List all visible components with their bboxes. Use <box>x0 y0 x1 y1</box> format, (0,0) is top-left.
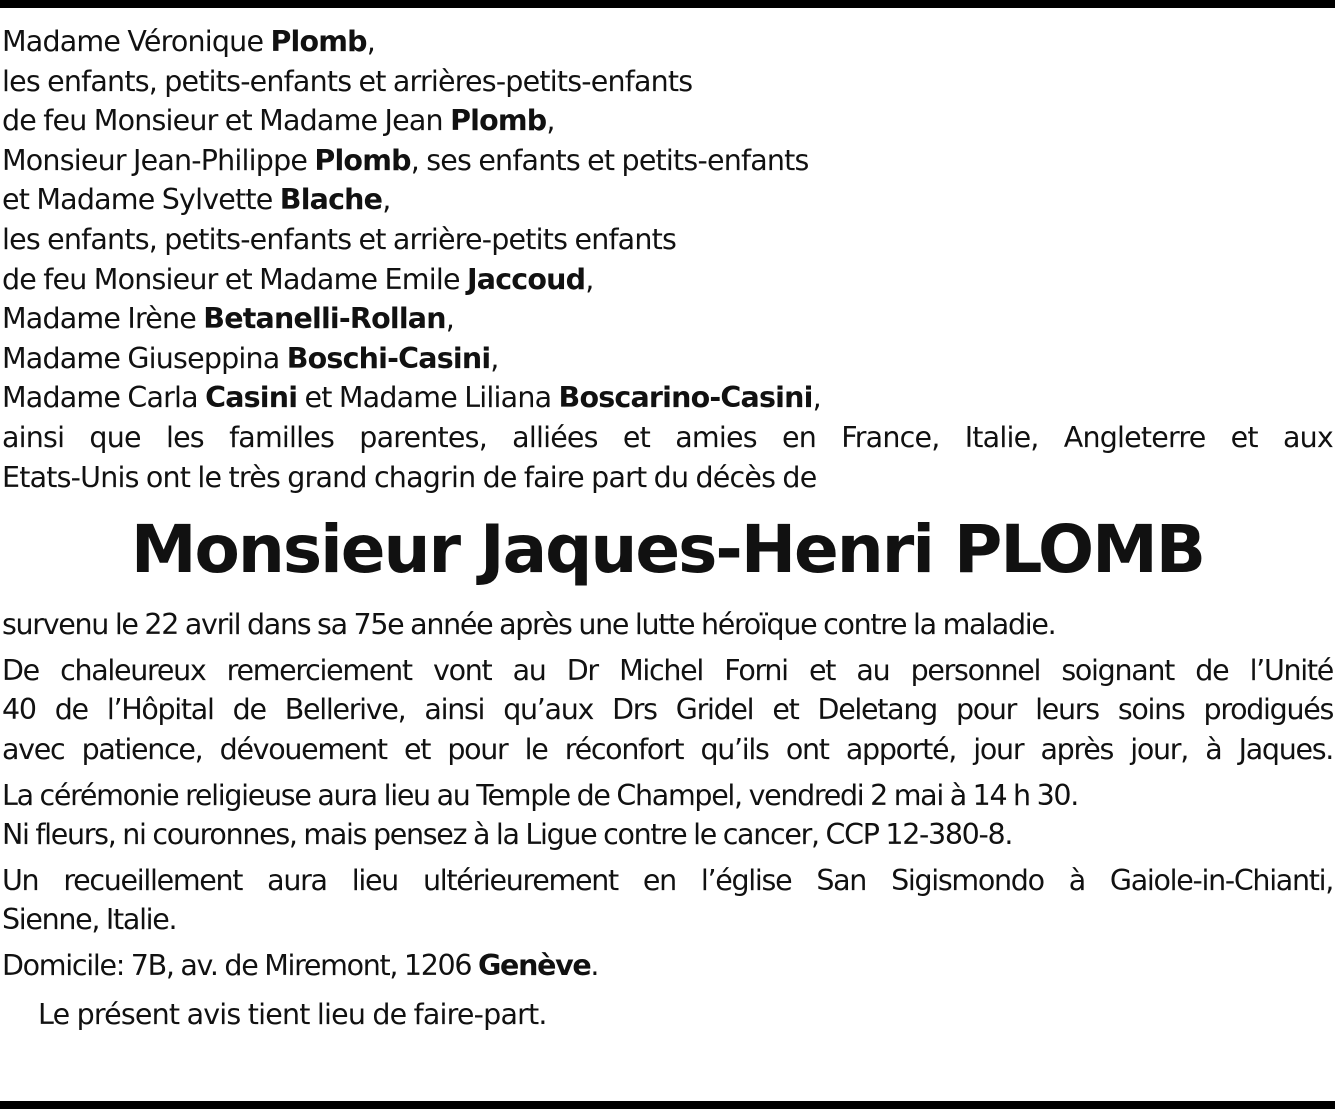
ceremony-line: La cérémonie religieuse aura lieu au Temple de Champel, vendredi 2 mai à 14 h 30. <box>2 778 1079 812</box>
family-line: les enfants, petits-enfants et arrières-petits-enfants <box>2 64 693 98</box>
family-line: Madame Irène Betanelli-Rollan, <box>2 302 454 336</box>
family-line: les enfants, petits-enfants et arrière-petits enfants <box>2 222 677 256</box>
death-notice <box>2 605 1333 645</box>
family-line: Madame Carla Casini et Madame Liliana Boscarino-Casini, <box>2 381 821 415</box>
bottom-rule <box>0 1101 1335 1109</box>
deceased-name: Monsieur Jaques-Henri PLOMB <box>130 511 1205 589</box>
ceremony-paragraph <box>2 776 1333 855</box>
recueillement-line: Sienne, Italie. <box>2 903 177 937</box>
family-line: et Madame Sylvette Blache, <box>2 183 391 217</box>
family-list <box>2 22 1333 497</box>
obituary-notice <box>2 22 1333 1035</box>
ceremony-line: Ni fleurs, ni couronnes, mais pensez à la Ligue contre le cancer, CCP 12-380-8. <box>2 818 1013 852</box>
closing-note: Le présent avis tient lieu de faire-part. <box>38 998 547 1032</box>
thanks-line: De chaleureux remerciement vont au Dr Michel Forni et au personnel soignant de l’Unité <box>2 653 1333 687</box>
recueillement-line: Un recueillement aura lieu ultérieurement en l’église San Sigismondo à Gaiole-in-Chianti, <box>2 863 1333 897</box>
family-line: Madame Véronique Plomb, <box>2 25 376 58</box>
thanks-paragraph <box>2 651 1333 770</box>
top-rule <box>0 0 1335 8</box>
family-line: Monsieur Jean-Philippe Plomb, ses enfants et petits-enfants <box>2 143 809 177</box>
domicile-paragraph <box>2 946 1333 986</box>
family-line: de feu Monsieur et Madame Emile Jaccoud, <box>2 262 594 296</box>
thanks-line: avec patience, dévouement et pour le réconfort qu’ils ont apporté, jour après jour, à Jaques. <box>2 732 1333 766</box>
thanks-line: 40 de l’Hôpital de Bellerive, ainsi qu’aux Drs Gridel et Deletang pour leurs soins prodigués <box>2 693 1333 727</box>
announcement-line: ainsi que les familles parentes, alliées et amies en France, Italie, Angleterre et aux <box>2 420 1333 454</box>
domicile-line: Domicile: 7B, av. de Miremont, 1206 Genève. <box>2 948 599 982</box>
recueillement-paragraph <box>2 861 1333 940</box>
announcement-line: Etats-Unis ont le très grand chagrin de faire part du décès de <box>2 460 817 494</box>
family-line: Madame Giuseppina Boschi-Casini, <box>2 341 499 375</box>
death-notice-line: survenu le 22 avril dans sa 75e année après une lutte héroïque contre la maladie. <box>2 608 1056 642</box>
family-line: de feu Monsieur et Madame Jean Plomb, <box>2 104 555 138</box>
